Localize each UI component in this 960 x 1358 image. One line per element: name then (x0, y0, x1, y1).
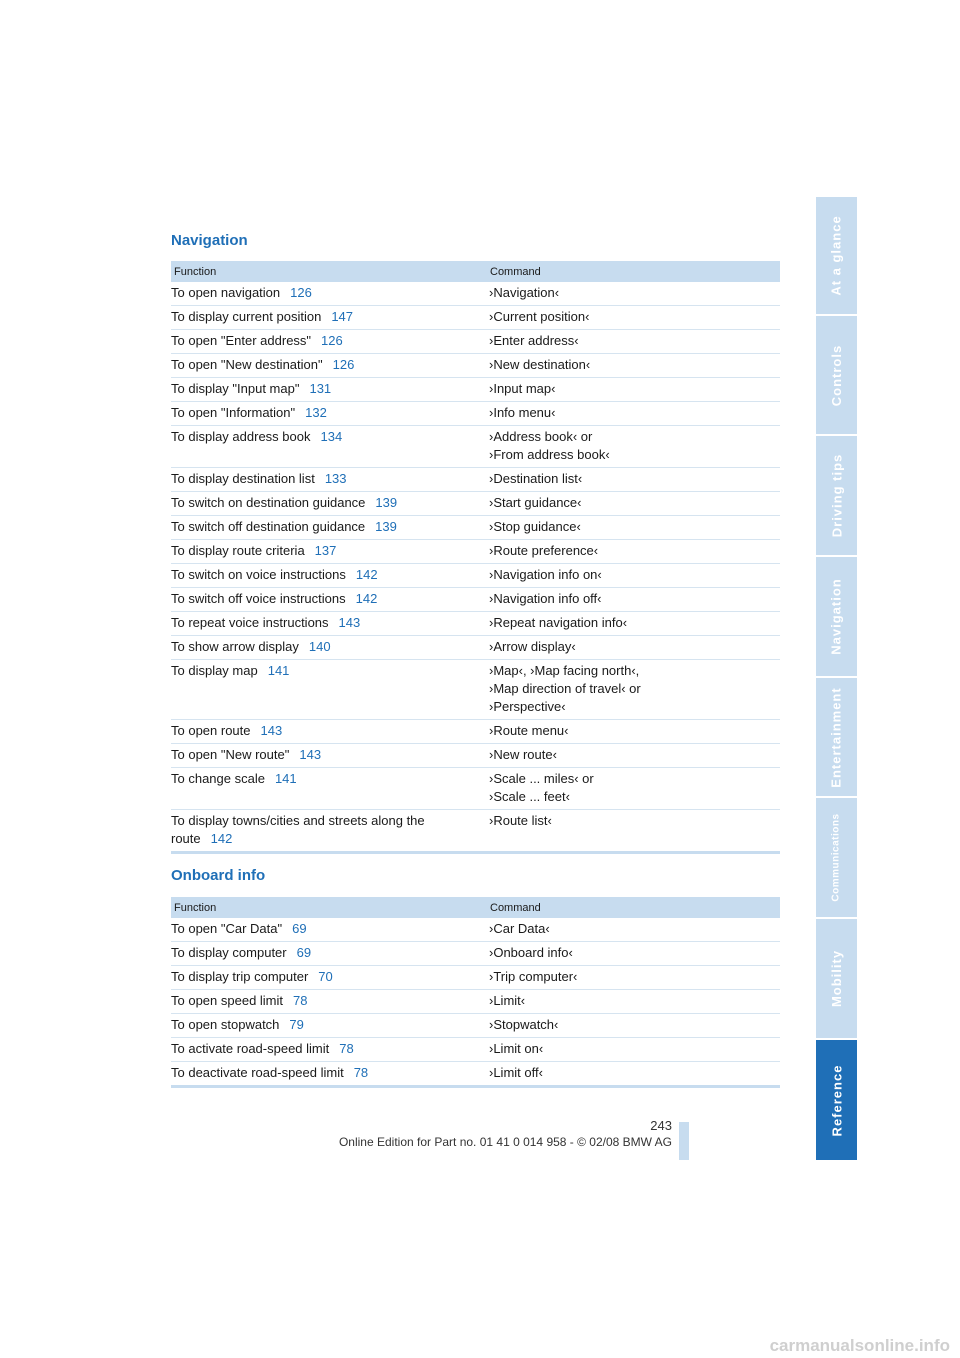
function-cell (171, 516, 487, 540)
header-function: Function (171, 897, 487, 918)
function-text: To switch off voice instructions (171, 591, 346, 606)
page-reference-link[interactable]: 139 (375, 495, 398, 510)
command-text: ›Enter address‹ (489, 333, 579, 348)
table-row (171, 426, 780, 468)
page-reference-link[interactable]: 143 (299, 747, 322, 762)
function-text: To open speed limit (171, 993, 284, 1008)
tab-driving-tips[interactable] (816, 436, 857, 555)
function-text: To display current position (171, 309, 322, 324)
table-header-row (171, 897, 780, 918)
command-text: ›Input map‹ (489, 381, 556, 396)
header-function: Function (171, 261, 487, 282)
table-row (171, 768, 780, 810)
command-text: ›Repeat navigation info‹ (489, 615, 628, 630)
onboard-info-table (171, 897, 780, 1088)
tab-label: Reference (829, 1064, 844, 1136)
command-cell (487, 612, 780, 636)
function-text: To switch on destination guidance (171, 495, 366, 510)
function-text: To change scale (171, 771, 265, 786)
command-text: ›Scale ... feet‹ (489, 789, 570, 804)
function-cell (171, 282, 487, 306)
function-cell (171, 810, 487, 853)
command-text: ›Arrow display‹ (489, 639, 576, 654)
function-text: To open "Information" (171, 405, 296, 420)
function-text: To repeat voice instructions (171, 615, 329, 630)
function-text: To display computer (171, 945, 287, 960)
command-cell (487, 942, 780, 966)
tab-mobility[interactable] (816, 919, 857, 1038)
table-row (171, 660, 780, 720)
command-cell (487, 990, 780, 1014)
footer-accent-bar (679, 1122, 689, 1160)
command-cell (487, 768, 780, 810)
command-text: ›Stop guidance‹ (489, 519, 581, 534)
page-reference-link[interactable]: 140 (308, 639, 331, 654)
function-cell (171, 720, 487, 744)
page-reference-link[interactable]: 143 (338, 615, 361, 630)
function-cell (171, 636, 487, 660)
table-row (171, 1038, 780, 1062)
table-row (171, 810, 780, 853)
table-row (171, 468, 780, 492)
table-row (171, 354, 780, 378)
tab-label: At a glance (829, 215, 845, 296)
page-reference-link[interactable]: 147 (331, 309, 354, 324)
command-text: ›Car Data‹ (489, 921, 550, 936)
page-reference-link[interactable]: 133 (324, 471, 347, 486)
function-cell (171, 966, 487, 990)
page-reference-link[interactable]: 70 (318, 969, 333, 984)
function-cell (171, 1038, 487, 1062)
command-text: ›Route list‹ (489, 813, 552, 828)
page-number: 243 (650, 1118, 672, 1133)
command-text: ›Start guidance‹ (489, 495, 582, 510)
header-command: Command (487, 261, 780, 282)
function-cell (171, 426, 487, 468)
watermark: carmanualsonline.info (769, 1336, 950, 1355)
command-cell (487, 468, 780, 492)
function-text: To open navigation (171, 285, 281, 300)
command-cell (487, 636, 780, 660)
command-text: ›Address book‹ or (489, 429, 593, 444)
tab-label: Controls (829, 344, 845, 406)
command-cell (487, 564, 780, 588)
command-cell (487, 540, 780, 564)
onboard-info-section (171, 864, 780, 1088)
table-row (171, 942, 780, 966)
function-text: To deactivate road-speed limit (171, 1065, 344, 1080)
function-cell (171, 942, 487, 966)
command-cell (487, 426, 780, 468)
tab-label: Communications (831, 813, 842, 902)
function-cell (171, 1014, 487, 1038)
header-command: Command (487, 897, 780, 918)
page-reference-link[interactable]: 142 (355, 567, 378, 582)
table-row (171, 588, 780, 612)
function-text: To display destination list (171, 471, 315, 486)
section-title-onboard-info: Onboard info (171, 867, 266, 884)
page-reference-link[interactable]: 69 (292, 921, 307, 936)
page-reference-link[interactable]: 137 (314, 543, 337, 558)
page-reference-link[interactable]: 126 (332, 357, 355, 372)
command-text: ›Map direction of travel‹ or (489, 681, 641, 696)
function-cell (171, 612, 487, 636)
function-cell (171, 564, 487, 588)
command-cell (487, 330, 780, 354)
command-text: ›From address book‹ (489, 447, 610, 462)
table-row (171, 378, 780, 402)
command-text: ›Trip computer‹ (489, 969, 578, 984)
command-cell (487, 918, 780, 942)
tab-at-a-glance[interactable] (816, 197, 857, 314)
command-cell (487, 810, 780, 853)
function-text: To display towns/cities and streets along the (171, 813, 425, 828)
function-text: To display trip computer (171, 969, 309, 984)
page-reference-link[interactable]: 142 (355, 591, 378, 606)
page-reference-link[interactable]: 142 (210, 831, 233, 846)
command-cell (487, 516, 780, 540)
page-reference-link[interactable]: 126 (321, 333, 343, 348)
function-text: To open "New route" (171, 747, 290, 762)
table-row (171, 1062, 780, 1087)
command-text: ›Info menu‹ (489, 405, 556, 420)
page-reference-link[interactable]: 131 (309, 381, 332, 396)
table-header-row (171, 261, 780, 282)
table-row (171, 990, 780, 1014)
function-cell (171, 990, 487, 1014)
table-row (171, 720, 780, 744)
function-text: To display "Input map" (171, 381, 300, 396)
command-text: ›Map‹, ›Map facing north‹, (489, 663, 640, 678)
function-cell (171, 402, 487, 426)
function-text: To open stopwatch (171, 1017, 280, 1032)
page-reference-link[interactable]: 143 (260, 723, 283, 738)
function-cell (171, 378, 487, 402)
function-cell (171, 540, 487, 564)
command-text: ›Scale ... miles‹ or (489, 771, 594, 786)
command-text: ›Route preference‹ (489, 543, 599, 558)
function-text: To open route (171, 723, 251, 738)
function-cell (171, 492, 487, 516)
table-row (171, 540, 780, 564)
navigation-table (171, 261, 780, 854)
page-reference-link[interactable]: 141 (274, 771, 297, 786)
page-reference-link[interactable]: 134 (320, 429, 343, 444)
table-row (171, 492, 780, 516)
function-text: To switch off destination guidance (171, 519, 366, 534)
page-reference-link[interactable]: 78 (293, 993, 308, 1008)
table-row (171, 516, 780, 540)
command-text: ›Navigation info off‹ (489, 591, 602, 606)
function-text: To display route criteria (171, 543, 305, 558)
tab-navigation[interactable] (816, 557, 857, 676)
command-cell (487, 966, 780, 990)
page-reference-link[interactable]: 141 (267, 663, 290, 678)
page-reference-link[interactable]: 139 (375, 519, 397, 534)
command-cell (487, 720, 780, 744)
command-text: ›Limit off‹ (489, 1065, 543, 1080)
command-text: ›New route‹ (489, 747, 557, 762)
table-row (171, 306, 780, 330)
command-text: ›Limit‹ (489, 993, 526, 1008)
navigation-section (171, 229, 780, 854)
command-text: ›New destination‹ (489, 357, 591, 372)
table-row (171, 564, 780, 588)
tab-label: Entertainment (829, 686, 844, 788)
tab-label: Navigation (829, 578, 844, 655)
function-text: To switch on voice instructions (171, 567, 346, 582)
table-row (171, 330, 780, 354)
function-cell (171, 660, 487, 720)
table-row (171, 744, 780, 768)
command-cell (487, 660, 780, 720)
function-text: To activate road-speed limit (171, 1041, 330, 1056)
command-cell (487, 492, 780, 516)
function-cell (171, 744, 487, 768)
command-text: ›Limit on‹ (489, 1041, 544, 1056)
table-row (171, 966, 780, 990)
function-text: To open "New destination" (171, 357, 323, 372)
command-cell (487, 378, 780, 402)
command-cell (487, 1038, 780, 1062)
table-row (171, 612, 780, 636)
table-row (171, 402, 780, 426)
table-row (171, 282, 780, 306)
command-cell (487, 402, 780, 426)
onboard-info-table-body (171, 918, 780, 1087)
page-reference-link[interactable]: 126 (290, 285, 312, 300)
content-area (171, 224, 780, 1088)
function-cell (171, 330, 487, 354)
page-reference-link[interactable]: 69 (296, 945, 312, 960)
function-text: To show arrow display (171, 639, 299, 654)
function-text: To display map (171, 663, 258, 678)
command-cell (487, 744, 780, 768)
command-cell (487, 1014, 780, 1038)
command-cell (487, 588, 780, 612)
function-cell (171, 1062, 487, 1087)
function-text: To open "Car Data" (171, 921, 283, 936)
function-cell (171, 918, 487, 942)
command-cell (487, 1062, 780, 1087)
command-text: ›Route menu‹ (489, 723, 569, 738)
chapter-tabs (816, 197, 857, 1160)
command-cell (487, 282, 780, 306)
tab-label: Mobility (829, 949, 845, 1008)
tab-controls[interactable] (816, 316, 857, 434)
function-text: To open "Enter address" (171, 333, 312, 348)
command-text: ›Perspective‹ (489, 699, 566, 714)
table-row (171, 918, 780, 942)
command-text: ›Destination list‹ (489, 471, 583, 486)
tab-communications[interactable] (816, 798, 857, 917)
function-text: route (171, 831, 201, 846)
command-text: ›Navigation‹ (489, 285, 560, 300)
function-cell (171, 588, 487, 612)
navigation-table-body (171, 282, 780, 853)
command-text: ›Onboard info‹ (489, 945, 573, 960)
function-cell (171, 306, 487, 330)
tab-reference[interactable] (816, 1040, 857, 1160)
command-text: ›Stopwatch‹ (489, 1017, 559, 1032)
tab-label: Driving tips (829, 453, 845, 538)
section-title-navigation: Navigation (171, 232, 248, 249)
function-cell (171, 468, 487, 492)
function-text: To display address book (171, 429, 311, 444)
page-reference-link[interactable]: 78 (353, 1065, 369, 1080)
command-text: ›Current position‹ (489, 309, 590, 324)
table-row (171, 1014, 780, 1038)
command-cell (487, 306, 780, 330)
footer-edition-text: Online Edition for Part no. 01 41 0 014 958 - © 02/08 BMW AG (338, 1135, 672, 1149)
table-row (171, 636, 780, 660)
tab-entertainment[interactable] (816, 678, 857, 796)
page-reference-link[interactable]: 78 (339, 1041, 354, 1056)
command-text: ›Navigation info on‹ (489, 567, 602, 582)
function-cell (171, 354, 487, 378)
function-cell (171, 768, 487, 810)
page-reference-link[interactable]: 79 (289, 1017, 304, 1032)
command-cell (487, 354, 780, 378)
page-reference-link[interactable]: 132 (305, 405, 327, 420)
